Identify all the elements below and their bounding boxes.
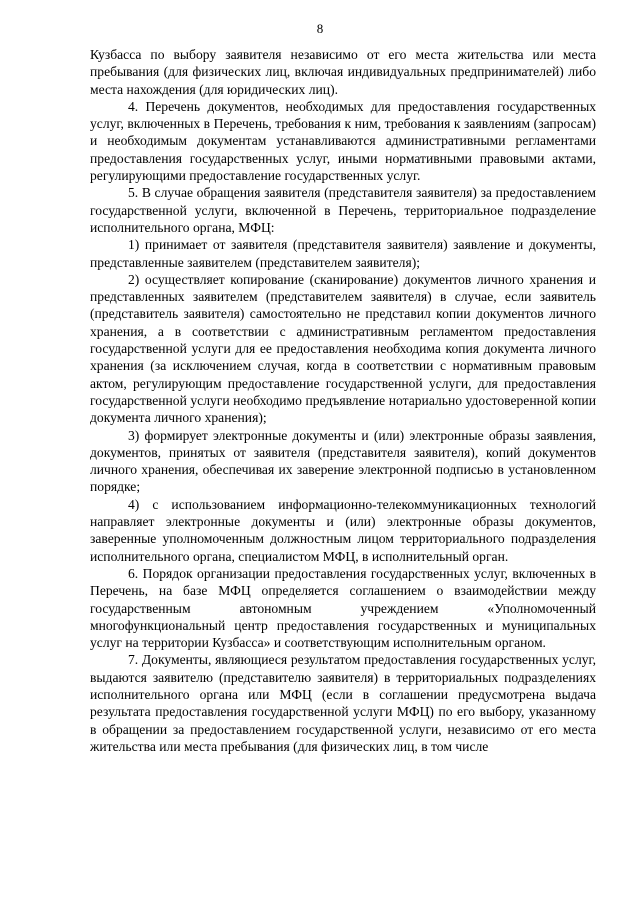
page-number: 8 xyxy=(316,21,324,36)
document-body xyxy=(90,46,596,755)
subitem-5-3: 3) формирует электронные документы и (или) электронные образы заявления, документов, принятых от заявителя (представителя заявителя), копий документов личного хранения, обеспечивая их заверение электронной подписью в установленном порядке; xyxy=(90,427,596,495)
subitem-5-4: 4) с использованием информационно-телекоммуникационных технологий направляет электронные документы и (или) электронные образы документов, заверенные уполномоченным должностным лицом территориального подразделения исполнительного органа, специалистом МФЦ, в исполнительный орган. xyxy=(90,496,596,564)
subitem-5-1: 1) принимает от заявителя (представителя заявителя) заявление и документы, представленные заявителем (представителем заявителя); xyxy=(90,237,596,270)
paragraph-item-5: 5. В случае обращения заявителя (представителя заявителя) за предоставлением государственной услуги, включенной в Перечень, территориальное подразделение исполнительного органа, МФЦ: xyxy=(90,185,596,235)
paragraph-item-6: 6. Порядок организации предоставления государственных услуг, включенных в Перечень, на базе МФЦ определяется соглашением о взаимодействии между государственным автономным учреждением «Уполномоченный многофункциональный центр предоставления государственных и муниципальных услуг на территории Кузбасса» и соответствующим исполнительным органом. xyxy=(90,565,596,651)
paragraph-continuation: Кузбасса по выбору заявителя независимо от его места жительства или места пребывания (для физических лиц, включая индивидуальных предпринимателей) либо места нахождения (для юридических лиц). xyxy=(90,47,596,97)
subitem-5-2: 2) осуществляет копирование (сканирование) документов личного хранения и представленных заявителем (представителем заявителя) в случае, если заявитель (представитель заявителя) самостоятельно не представил копии документов личного хранения, а в соответствии с административным регламентом предоставления государственной услуги для ее предоставления необходима копия документа личного хранения (за исключением случая, когда в соответствии с нормативным правовым актом, регулирующим предоставление государственной услуги, для предоставления государственной услуги необходимо предъявление нотариально удостоверенной копии документа личного хранения); xyxy=(90,271,596,426)
paragraph-item-4: 4. Перечень документов, необходимых для предоставления государственных услуг, включенных в Перечень, требования к ним, требования к заявлениям (запросам) и необходимым документам устанавливаются административными регламентами предоставления государственных услуг, иными нормативными правовыми актами, регулирующими предоставление государственных услуг. xyxy=(90,98,596,184)
paragraph-item-7: 7. Документы, являющиеся результатом предоставления государственных услуг, выдаются заявителю (представителю заявителя) в территориальных подразделениях исполнительного органа или МФЦ (если в соглашении предусмотрена выдача результата предоставления государственной услуги МФЦ) по его выбору, указанному в обращении за предоставлением государственной услуги, независимо от его места жительства или места пребывания (для физических лиц, в том числе xyxy=(90,652,596,754)
